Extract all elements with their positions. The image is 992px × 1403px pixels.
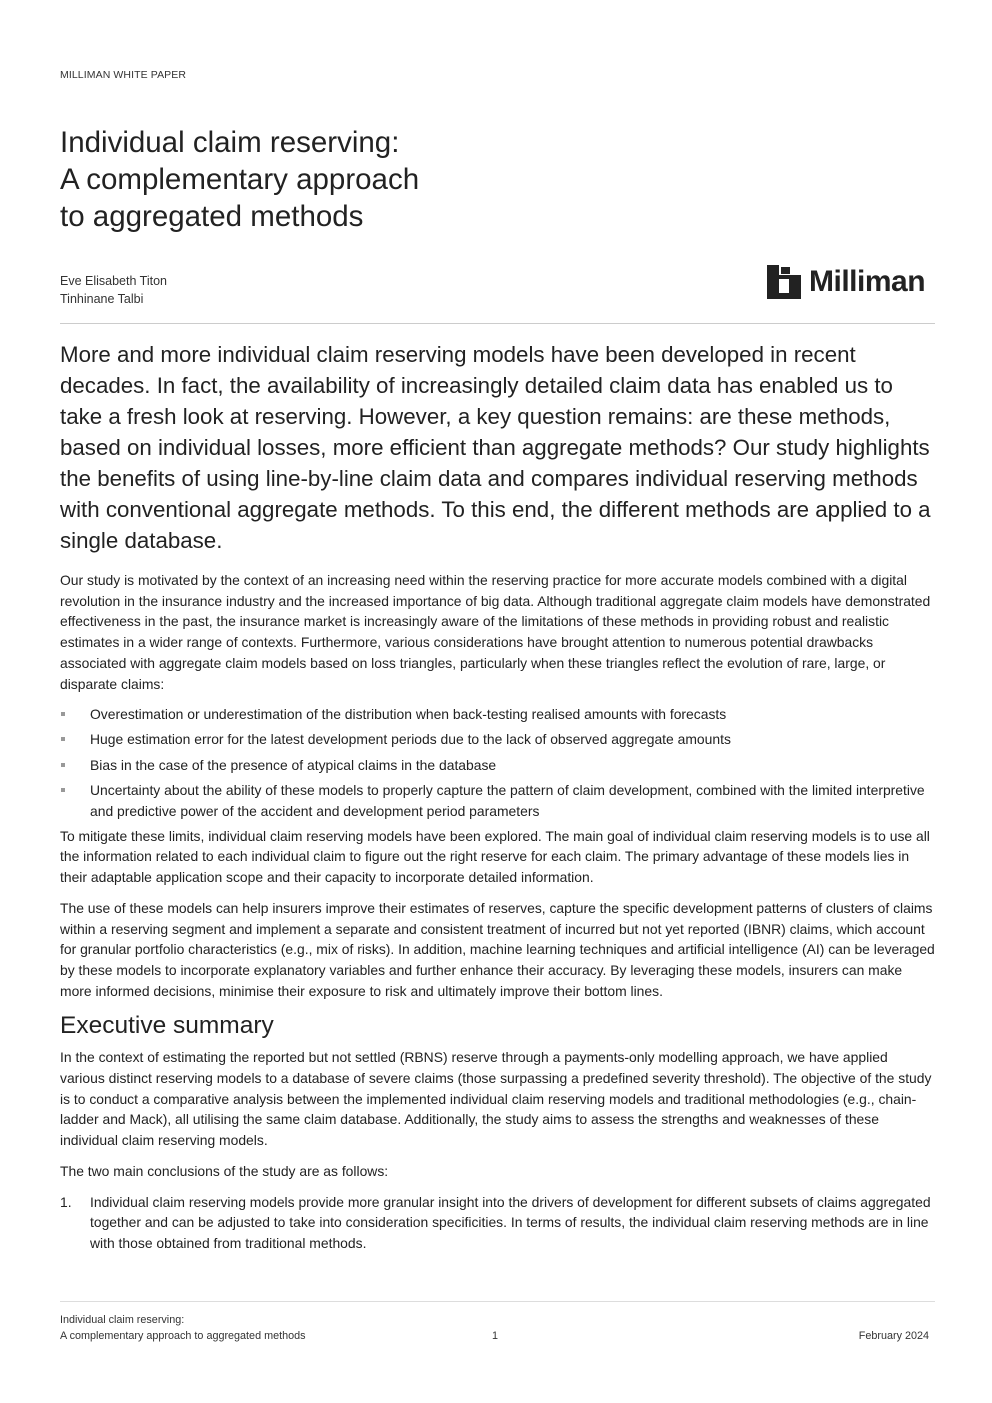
logo-wordmark: Milliman	[809, 265, 926, 298]
footer	[60, 1312, 935, 1344]
list-item: Huge estimation error for the latest development periods due to the lack of observed aggregate amounts	[60, 729, 935, 750]
footer-divider	[60, 1301, 935, 1302]
list-number: 1.	[60, 1193, 72, 1210]
list-item: Bias in the case of the presence of atypical claims in the database	[60, 755, 935, 776]
title-line-1: Individual claim reserving:	[60, 126, 400, 159]
summary-paragraph-1: In the context of estimating the reported but not settled (RBNS) reserve through a payments-only modelling approach, we have applied various distinct reserving models to a database of severe claims (those surpassing a predefined severity threshold). The objective of the study is to conduct a comparative analysis between the implemented individual claim reserving models and traditional methodologies (e.g., chain-ladder and Mack), all utilising the same claim database. Additionally, the study aims to assess the strengths and weaknesses of these individual claim reserving models.	[60, 1049, 932, 1149]
bullet-icon	[61, 737, 65, 741]
author-2: Tinhinane Talbi	[60, 292, 144, 306]
bullet-icon	[61, 712, 65, 716]
page-number: 1	[492, 1330, 499, 1342]
section-heading-executive-summary: Executive summary	[60, 1012, 274, 1040]
header-divider	[60, 323, 935, 324]
author-1: Eve Elisabeth Titon	[60, 274, 168, 288]
summary-paragraph-2: The two main conclusions of the study are as follows:	[60, 1162, 389, 1179]
authors	[60, 272, 167, 308]
footer-title: Individual claim reserving: A complementary approach to aggregated methods	[60, 1314, 306, 1342]
series-label: MILLIMAN WHITE PAPER	[60, 69, 187, 81]
list-item: Overestimation or underestimation of the distribution when back-testing realised amounts with forecasts	[60, 704, 935, 725]
list-item: 1. Individual claim reserving models provide more granular insight into the drivers of development for different subsets of claims aggregated together and can be adjusted to take into consideration specificities. In terms of results, the individual claim reserving methods are in line with those obtained from traditional methods.	[60, 1193, 931, 1251]
document-title	[60, 124, 419, 235]
title-line-2: A complementary approach	[60, 163, 420, 196]
body-text	[60, 570, 935, 1254]
milliman-logo	[767, 263, 935, 303]
bullet-icon	[61, 788, 65, 792]
title-line-3: to aggregated methods	[60, 200, 364, 233]
lede-paragraph: More and more individual claim reserving models have been developed in recent decades. In fact, the availability of increasingly detailed claim data has enabled us to take a fresh look at reserving. However, a key question remains: are these methods, based on individual losses, more efficient than aggregate methods? Our study highlights the benefits of using line-by-line claim data and compares individual reserving methods with conventional aggregate methods. To this end, the different methods are applied to a single database.	[60, 342, 931, 553]
list-item: Uncertainty about the ability of these models to properly capture the pattern of claim development, combined with the limited interpretive and predictive power of the accident and development period parameters	[60, 780, 935, 821]
bullet-icon	[61, 763, 65, 767]
conclusions-list	[60, 1192, 935, 1254]
intro-paragraph-3: The use of these models can help insurers improve their estimates of reserves, capture the specific development patterns of clusters of claims within a reserving segment and implement a separate and consistent treatment of incurred but not yet reported (IBNR) claims, which account for granular portfolio characteristics (e.g., mix of risks). In addition, machine learning techniques and artificial intelligence (AI) can be leveraged by these models to incorporate explanatory variables and further enhance their accuracy. By leveraging these models, insurers can make more informed decisions, minimise their exposure to risk and ultimately improve their bottom lines.	[60, 899, 935, 999]
drawbacks-list	[60, 704, 935, 821]
intro-paragraph-2: To mitigate these limits, individual claim reserving models have been explored. The main goal of individual claim reserving models is to use all the information related to each individual claim to figure out the right reserve for each claim. The primary advantage of these models lies in their adaptable application scope and their capacity to incorporate detailed information.	[60, 827, 930, 886]
footer-date: February 2024	[858, 1330, 929, 1342]
intro-paragraph-1: Our study is motivated by the context of an increasing need within the reserving practice for more accurate models combined with a digital revolution in the insurance industry and the increased importance of big data. Although traditional aggregate claim models have demonstrated effectiveness in the past, the insurance market is increasingly aware of the limitations of these methods in providing robust and realistic estimates in a wider range of contexts. Furthermore, various considerations have brought attention to numerous potential drawbacks associated with aggregate claim models based on loss triangles, particularly when these triangles reflect the evolution of rare, large, or disparate claims:	[60, 572, 931, 692]
milliman-logo-icon	[767, 265, 801, 299]
